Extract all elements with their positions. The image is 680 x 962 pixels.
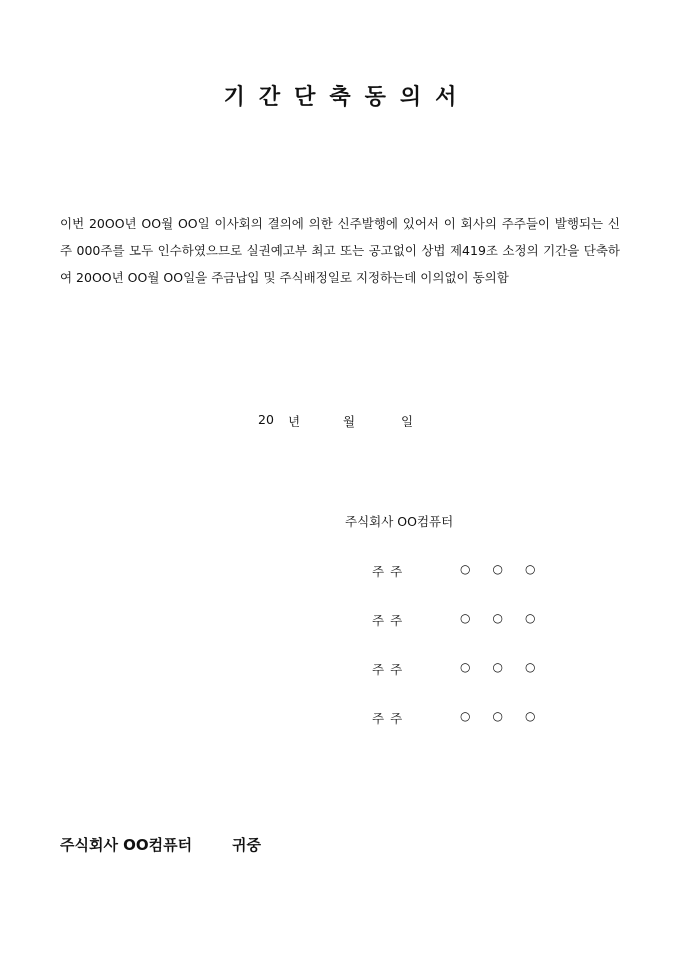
shareholder-row: [372, 611, 557, 660]
consent-body-text: 이번 20OO년 OO월 OO일 이사회의 결의에 의한 신주발행에 있어서 이 회사의 주주들이 발행되는 신주 000주를 모두 인수하였으므로 실권예고부 최고 또는 공고없이 상법 제419조 소정의 기간을 단축하여 20OO년 OO월 OO일을 주금납입 및 주식배정일로 지정하는데 이의없이 동의함: [60, 216, 620, 285]
shareholder-row: [372, 660, 557, 709]
date-line: [258, 412, 413, 430]
shareholder-row: [372, 709, 557, 758]
shareholder-label: 주주: [372, 662, 409, 677]
shareholder-name: ○○○: [460, 660, 558, 674]
shareholder-name: ○○○: [460, 611, 558, 625]
date-year: 20: [258, 412, 274, 427]
addressee-line: [60, 834, 261, 855]
date-year-unit: 년: [288, 414, 301, 429]
shareholder-label: 주주: [372, 613, 409, 628]
shareholder-list: [372, 562, 557, 758]
document-title: 기간단축동의서: [223, 84, 471, 110]
date-month-unit: 월: [343, 414, 356, 429]
shareholder-label: 주주: [372, 711, 409, 726]
addressee-honorific: 귀중: [232, 836, 261, 854]
shareholder-name: ○○○: [460, 709, 558, 723]
shareholder-name: ○○○: [460, 562, 558, 576]
shareholder-label: 주주: [372, 564, 409, 579]
addressee-company: 주식회사 OO컴퓨터: [60, 836, 193, 854]
shareholder-row: [372, 562, 557, 611]
date-day-unit: 일: [401, 414, 414, 429]
company-name: 주식회사 OO컴퓨터: [345, 514, 454, 529]
